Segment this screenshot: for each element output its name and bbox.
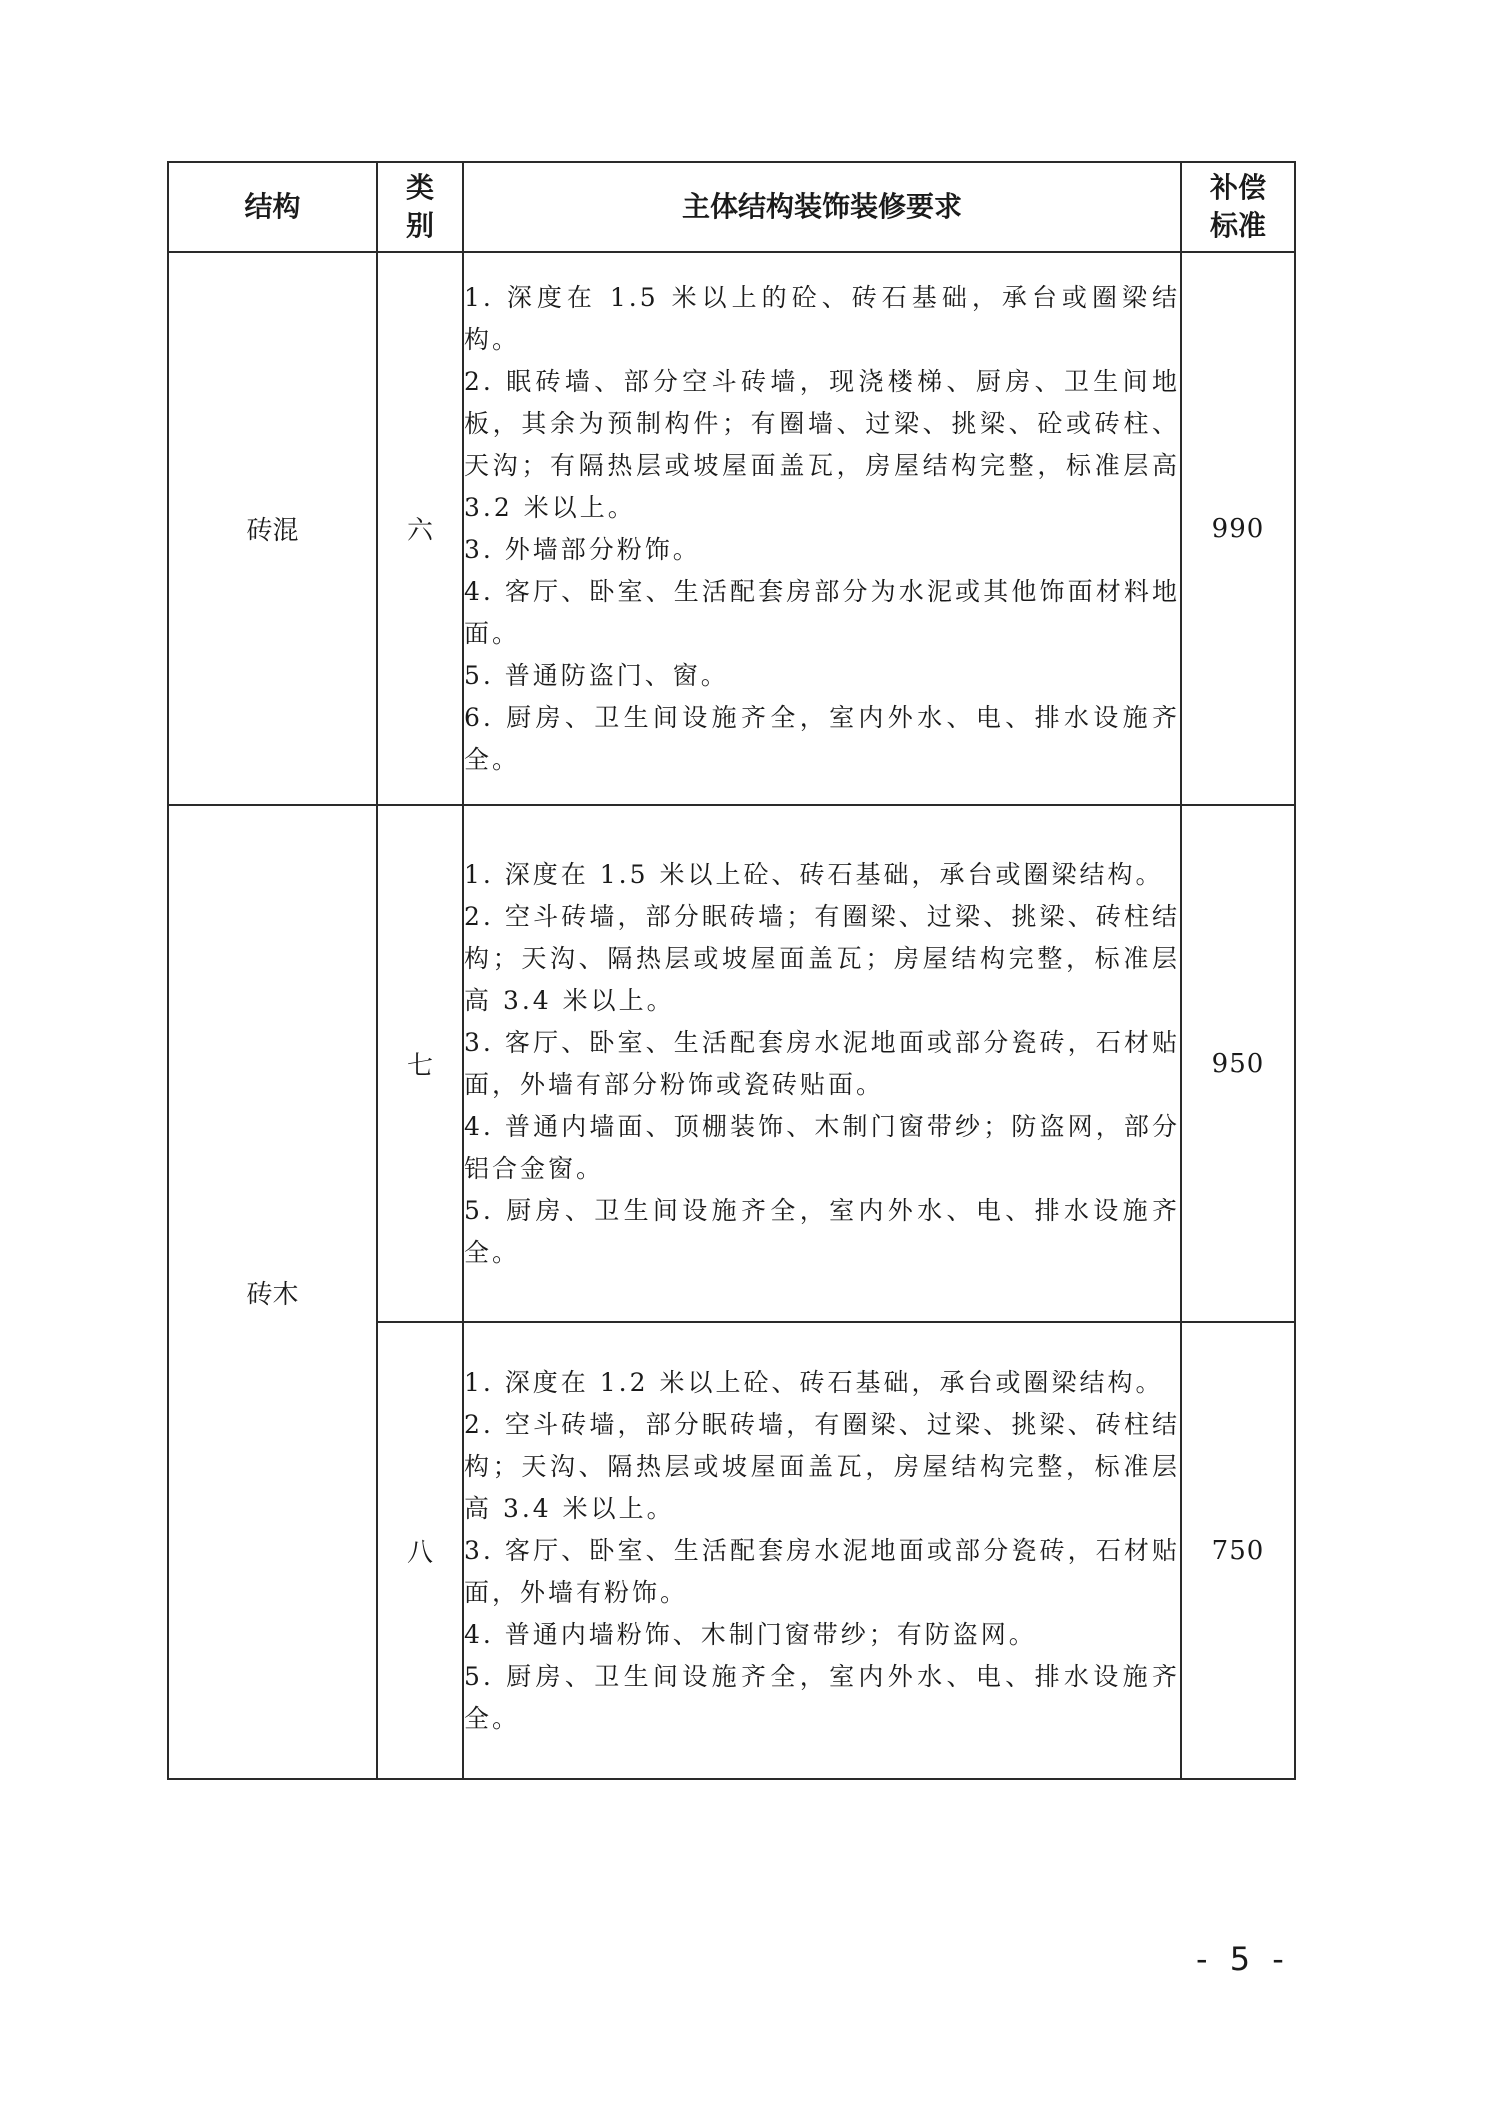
category-cell: 六	[377, 252, 463, 805]
structure-cell: 砖木	[168, 805, 377, 1779]
header-compensation-line2: 标准	[1209, 209, 1266, 242]
compensation-standard-table	[167, 161, 1296, 1780]
requirement-item: 3. 外墙部分粉饰。	[464, 534, 701, 564]
requirement-item: 2. 空斗砖墙，部分眠砖墙；有圈梁、过梁、挑梁、砖柱结构；天沟、隔热层或坡屋面盖瓦；房屋结构完整，标准层高 3.4 米以上。	[464, 901, 1180, 1015]
table-header-row	[168, 162, 1295, 252]
requirements-cell	[463, 252, 1181, 805]
requirement-item: 6. 厨房、卫生间设施齐全，室内外水、电、排水设施齐全。	[464, 702, 1180, 774]
header-structure: 结构	[168, 162, 377, 252]
requirement-item: 5. 厨房、卫生间设施齐全，室内外水、电、排水设施齐全。	[464, 1195, 1180, 1267]
requirement-item: 4. 普通内墙粉饰、木制门窗带纱；有防盗网。	[464, 1619, 1037, 1649]
requirements-cell	[463, 1322, 1181, 1779]
structure-cell: 砖混	[168, 252, 377, 805]
standard-cell: 950	[1181, 805, 1295, 1322]
requirement-item: 4. 客厅、卧室、生活配套房部分为水泥或其他饰面材料地面。	[464, 576, 1180, 648]
header-category-line2: 别	[405, 209, 434, 242]
table-row	[168, 252, 1295, 805]
standard-cell: 990	[1181, 252, 1295, 805]
requirement-item: 5. 普通防盗门、窗。	[464, 660, 729, 690]
requirement-item: 3. 客厅、卧室、生活配套房水泥地面或部分瓷砖，石材贴面，外墙有部分粉饰或瓷砖贴面。	[464, 1027, 1180, 1099]
header-requirements: 主体结构装饰装修要求	[463, 162, 1181, 252]
header-compensation	[1181, 162, 1295, 252]
requirement-item: 5. 厨房、卫生间设施齐全，室内外水、电、排水设施齐全。	[464, 1661, 1180, 1733]
header-category	[377, 162, 463, 252]
requirement-item: 3. 客厅、卧室、生活配套房水泥地面或部分瓷砖，石材贴面，外墙有粉饰。	[464, 1535, 1180, 1607]
requirement-item: 2. 眠砖墙、部分空斗砖墙，现浇楼梯、厨房、卫生间地板，其余为预制构件；有圈墙、过梁、挑梁、砼或砖柱、天沟；有隔热层或坡屋面盖瓦，房屋结构完整，标准层高 3.2 米以上。	[464, 366, 1180, 522]
standard-cell: 750	[1181, 1322, 1295, 1779]
table-row	[168, 805, 1295, 1322]
requirements-cell	[463, 805, 1181, 1322]
requirement-item: 4. 普通内墙面、顶棚装饰、木制门窗带纱；防盗网，部分铝合金窗。	[464, 1111, 1180, 1183]
requirement-item: 2. 空斗砖墙，部分眠砖墙，有圈梁、过梁、挑梁、砖柱结构；天沟、隔热层或坡屋面盖瓦，房屋结构完整，标准层高 3.4 米以上。	[464, 1409, 1180, 1523]
requirement-item: 1. 深度在 1.5 米以上砼、砖石基础，承台或圈梁结构。	[464, 859, 1164, 889]
category-cell: 七	[377, 805, 463, 1322]
header-compensation-line1: 补偿	[1209, 171, 1266, 204]
requirement-item: 1. 深度在 1.5 米以上的砼、砖石基础，承台或圈梁结构。	[464, 282, 1180, 354]
page-number: - 5 -	[1196, 1940, 1290, 1978]
category-cell: 八	[377, 1322, 463, 1779]
requirement-item: 1. 深度在 1.2 米以上砼、砖石基础，承台或圈梁结构。	[464, 1367, 1164, 1397]
header-category-line1: 类	[405, 171, 434, 204]
